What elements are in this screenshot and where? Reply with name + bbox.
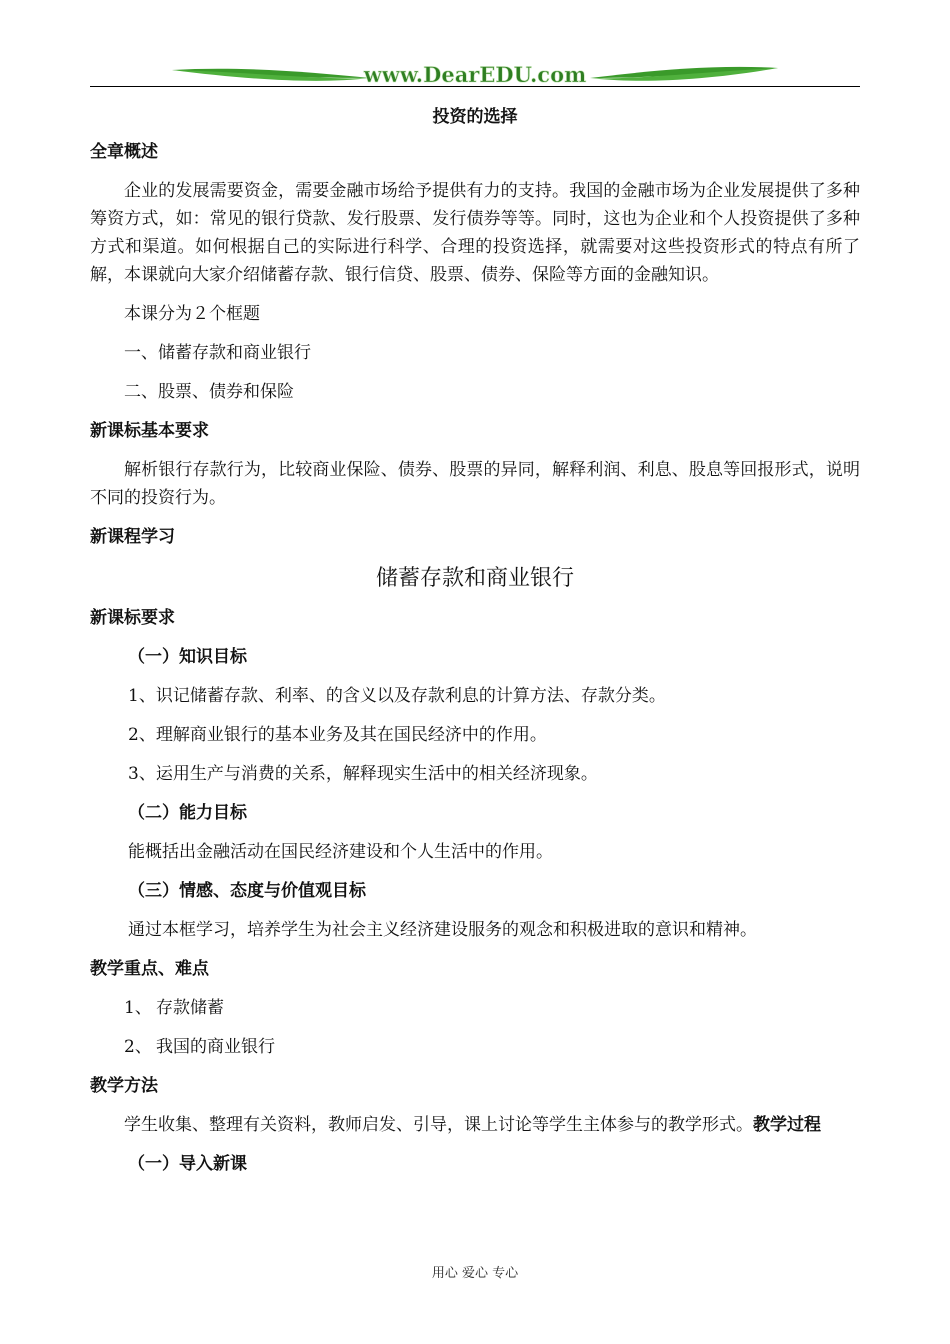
- document-body: [90, 138, 860, 1189]
- key-point-item: [90, 994, 860, 1022]
- standard-paragraph: 解析银行存款行为，比较商业保险、债券、股票的异同，解释利润、利息、股息等回报形式，说明不同的投资行为。: [90, 460, 860, 508]
- logo-text: www.DearEDU.com: [363, 62, 587, 87]
- footer-slogan: 用心 爱心 专心: [431, 1266, 519, 1281]
- lesson-count: 本课分为２个框题: [124, 304, 260, 324]
- frame-item-2: 二、股票、债券和保险: [124, 382, 294, 402]
- standard-heading: 新课标基本要求: [90, 421, 209, 441]
- emotion-paragraph: 通过本框学习，培养学生为社会主义经济建设服务的观念和积极进取的意识和精神。: [128, 920, 757, 940]
- method-text: 学生收集、整理有关资料，教师启发、引导，课上讨论等学生主体参与的教学形式。: [124, 1115, 753, 1135]
- method-heading: 教学方法: [90, 1076, 158, 1096]
- key-points-heading: 教学重点、难点: [90, 959, 209, 979]
- key-point-number: 2、: [124, 1037, 152, 1057]
- study-heading: 新课程学习: [90, 527, 175, 547]
- key-point-item: [90, 1033, 860, 1061]
- knowledge-item: 3、运用生产与消费的关系，解释现实生活中的相关经济现象。: [128, 764, 598, 784]
- header-rule: [90, 86, 860, 87]
- knowledge-heading: （一）知识目标: [128, 647, 247, 667]
- section-title: 储蓄存款和商业银行: [375, 566, 574, 591]
- process-heading: 教学过程: [753, 1115, 821, 1135]
- key-point-text: 我国的商业银行: [156, 1037, 275, 1057]
- requirements-heading: 新课标要求: [90, 608, 175, 628]
- method-paragraph: [90, 1111, 860, 1139]
- document-title: 投资的选择: [432, 107, 518, 127]
- key-point-number: 1、: [124, 998, 152, 1018]
- overview-heading: 全章概述: [90, 142, 158, 162]
- key-point-text: 存款储蓄: [156, 998, 224, 1018]
- ability-heading: （二）能力目标: [128, 803, 247, 823]
- knowledge-item: 1、识记储蓄存款、利率、的含义以及存款利息的计算方法、存款分类。: [128, 686, 666, 706]
- emotion-heading: （三）情感、态度与价值观目标: [128, 881, 366, 901]
- overview-paragraph: 企业的发展需要资金，需要金融市场给予提供有力的支持。我国的金融市场为企业发展提供了多种筹资方式，如：常见的银行贷款、发行股票、发行债券等等。同时，这也为企业和个人投资提供了多种方式和渠道。如何根据自己的实际进行科学、合理的投资选择，就需要对这些投资形式的特点有所了解，本课就向大家介绍储蓄存款、银行信贷、股票、债券、保险等方面的金融知识。: [90, 181, 860, 285]
- ability-paragraph: 能概括出金融活动在国民经济建设和个人生活中的作用。: [128, 842, 553, 862]
- knowledge-item: 2、理解商业银行的基本业务及其在国民经济中的作用。: [128, 725, 547, 745]
- intro-heading: （一）导入新课: [128, 1154, 247, 1174]
- frame-item-1: 一、储蓄存款和商业银行: [124, 343, 311, 363]
